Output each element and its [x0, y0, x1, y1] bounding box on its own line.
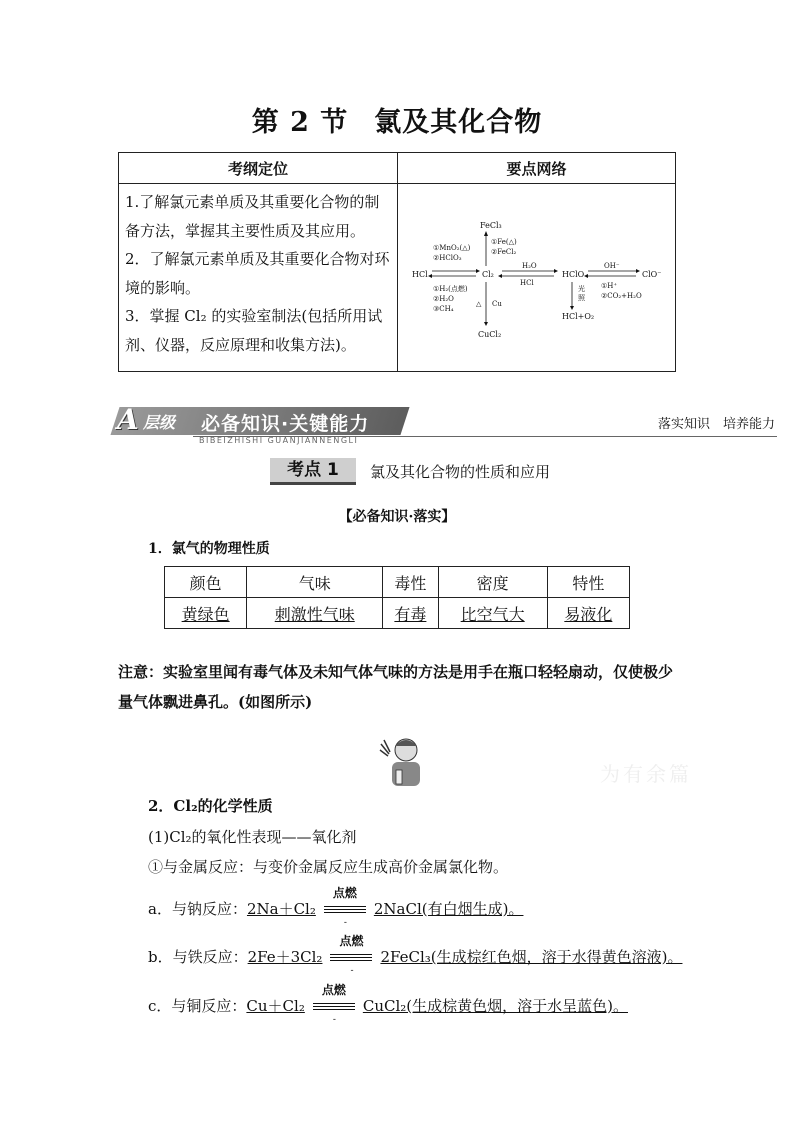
label-right-1: ①H⁺	[601, 282, 618, 290]
banner-title: 必备知识·关键能力	[201, 413, 370, 435]
table-row	[165, 567, 630, 598]
banner-pinyin: BIBEIZHISHI GUANJIANNENGLI	[199, 436, 359, 445]
table-cell: 比空气大	[438, 598, 547, 629]
label-h2o: H₂O	[522, 262, 537, 270]
goal-item: 1.了解氯元素单质及其重要化合物的制备方法，掌握其主要性质及其应用。	[125, 193, 380, 240]
label-delta: △	[476, 300, 482, 308]
banner-level: 层级	[143, 413, 176, 432]
label-light-1: 光	[578, 285, 585, 293]
goal-item: 3．掌握 Cl₂ 的实验室制法(包括所用试剂、仪器，反应原理和收集方法)。	[125, 307, 383, 354]
label-left-up-2: ②HClO₃	[433, 254, 462, 262]
note-label: 注意：	[118, 663, 164, 681]
outline-header-right: 要点网络	[398, 153, 676, 184]
label-right-2: ②CO₂+H₂O	[601, 292, 642, 300]
watermark: 为有余篇	[600, 762, 692, 786]
table-cell: 有毒	[383, 598, 438, 629]
label-hcl-arrow: HCl	[520, 279, 534, 287]
heading-chemical-properties: 2．Cl₂的化学性质	[148, 797, 273, 815]
section-title: 氯及其化合物	[374, 107, 543, 138]
note-text: 实验室里闻有毒气体及未知气体气味的方法是用手在瓶口轻轻扇动，仅使极少量气体飘进鼻孔。(如图所示)	[118, 663, 674, 711]
label-up-2: ②FeCl₂	[491, 248, 517, 256]
goal-item: 2．了解氯元素单质及其重要化合物对环境的影响。	[125, 250, 390, 297]
kaodian-title: 氯及其化合物的性质和应用	[370, 463, 551, 481]
outline-header-left: 考纲定位	[119, 153, 398, 184]
reaction-network	[398, 184, 676, 372]
outline-table	[118, 152, 676, 372]
label-left-up-1: ①MnO₂(△)	[433, 244, 471, 252]
label-left-down-1: ①H₂(点燃)	[433, 285, 468, 293]
section-number: 第 2 节	[251, 107, 349, 138]
section-subheading: 【必备知识·落实】	[338, 509, 456, 525]
reaction-iron: b．与铁反应：2Fe＋3Cl₂ 点燃 - 2FeCl₃(生成棕红色烟，溶于水得黄色溶液)。	[148, 934, 683, 976]
banner-slogan: 落实知识 培养能力	[657, 417, 775, 432]
table-cell: 易液化	[547, 598, 629, 629]
label-oh: OH⁻	[604, 262, 620, 270]
level-banner	[115, 403, 777, 445]
table-header-cell: 毒性	[383, 567, 438, 598]
banner-letter: A	[117, 403, 139, 436]
label-up-1: ①Fe(△)	[491, 238, 517, 246]
node-clo: ClO⁻	[642, 270, 662, 279]
note-paragraph	[118, 657, 678, 717]
table-header-cell: 特性	[547, 567, 629, 598]
node-hcl: HCl	[412, 270, 428, 279]
label-left-down-3: ③CH₄	[433, 305, 454, 313]
outline-goals	[119, 184, 398, 372]
metal-reaction-intro: ①与金属反应：与变价金属反应生成高价金属氯化物。	[148, 858, 509, 876]
table-row	[165, 598, 630, 629]
node-cucl2: CuCl₂	[478, 330, 502, 339]
node-cl2: Cl₂	[482, 270, 494, 279]
table-header-cell: 密度	[438, 567, 547, 598]
node-fecl3: FeCl₃	[480, 221, 502, 230]
kaodian-label: 考点 1	[270, 458, 356, 485]
reaction-sodium: a．与钠反应：2Na＋Cl₂ 点燃 - 2NaCl(有白烟生成)。	[148, 886, 524, 928]
smelling-gas-illustration	[376, 730, 436, 788]
table-header-cell: 气味	[247, 567, 383, 598]
table-cell: 黄绿色	[165, 598, 247, 629]
reaction-copper: c．与铜反应：Cu＋Cl₂ 点燃 - CuCl₂(生成棕黄色烟，溶于水呈蓝色)。	[148, 983, 628, 1025]
heading-oxidizing: (1)Cl₂的氧化性表现——氧化剂	[148, 828, 357, 846]
label-light-2: 照	[578, 294, 585, 302]
page-title	[0, 100, 794, 139]
table-cell: 刺激性气味	[247, 598, 383, 629]
label-left-down-2: ②H₂O	[433, 295, 454, 303]
node-hclo: HClO	[562, 270, 585, 279]
heading-physical-properties: 1．氯气的物理性质	[148, 541, 270, 557]
table-header-cell: 颜色	[165, 567, 247, 598]
physical-properties-table	[164, 566, 630, 629]
label-cu: Cu	[492, 300, 502, 308]
node-hcl-o2: HCl+O₂	[562, 312, 595, 321]
